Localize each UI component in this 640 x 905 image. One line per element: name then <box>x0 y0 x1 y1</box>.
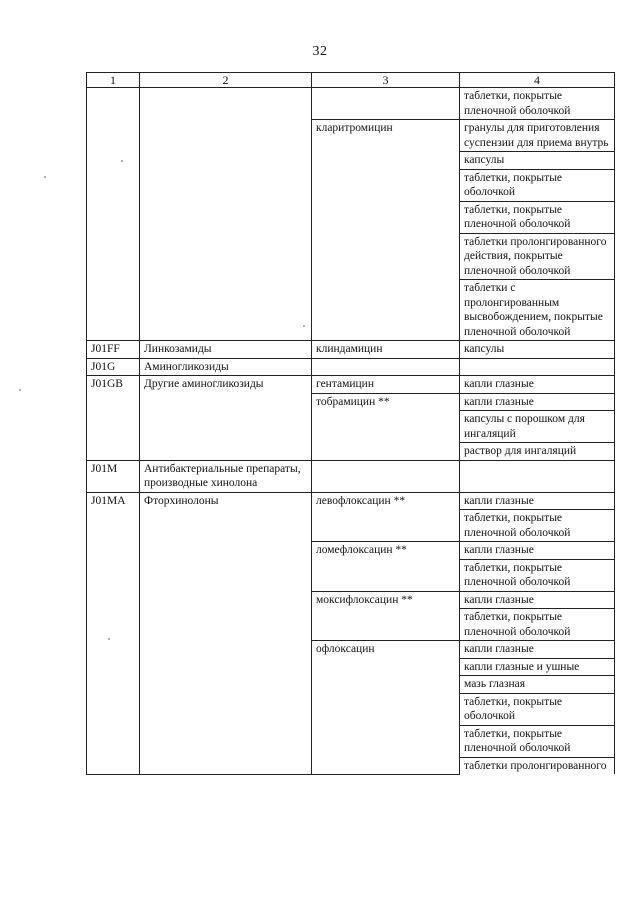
table-row <box>87 376 615 394</box>
form-cell: таблетки пролонгированного действия, покрытые пленочной оболочкой <box>460 233 615 280</box>
code-cell: J01M <box>87 460 140 492</box>
form-cell: капли глазные <box>460 591 615 609</box>
group-cell: Линкозамиды <box>140 341 312 359</box>
form-cell: капсулы <box>460 152 615 170</box>
drug-cell: ломефлоксацин ** <box>312 542 460 592</box>
header-col-4: 4 <box>460 73 615 88</box>
group-cell: Антибактериальные препараты, производные хинолона <box>140 460 312 492</box>
form-cell: таблетки, покрытые оболочкой <box>460 693 615 725</box>
form-cell: таблетки, покрытые пленочной оболочкой <box>460 510 615 542</box>
drug-cell: тобрамицин ** <box>312 393 460 460</box>
form-cell: таблетки, покрытые пленочной оболочкой <box>460 725 615 757</box>
form-cell: капли глазные <box>460 393 615 411</box>
header-col-1: 1 <box>87 73 140 88</box>
table-row <box>87 341 615 359</box>
scan-speck <box>19 389 21 391</box>
form-cell: капли глазные <box>460 492 615 510</box>
drug-cell: моксифлоксацин ** <box>312 591 460 641</box>
form-cell: капли глазные <box>460 641 615 659</box>
code-cell: J01FF <box>87 341 140 359</box>
form-cell: капсулы <box>460 341 615 359</box>
form-cell: мазь глазная <box>460 676 615 694</box>
group-cell: Аминогликозиды <box>140 358 312 376</box>
table-row <box>87 88 615 120</box>
drug-cell: левофлоксацин ** <box>312 492 460 542</box>
form-cell: раствор для ингаляций <box>460 443 615 461</box>
form-cell: таблетки с пролонгированным высвобождением, покрытые пленочной оболочкой <box>460 280 615 341</box>
drug-cell: клиндамицин <box>312 341 460 359</box>
form-cell: таблетки, покрытые пленочной оболочкой <box>460 88 615 120</box>
form-cell: таблетки, покрытые оболочкой <box>460 169 615 201</box>
drug-table <box>86 72 615 775</box>
code-cell: J01G <box>87 358 140 376</box>
form-cell: таблетки пролонгированного <box>460 757 615 774</box>
form-cell: таблетки, покрытые пленочной оболочкой <box>460 201 615 233</box>
header-row <box>87 73 615 88</box>
form-cell: капсулы с порошком для ингаляций <box>460 411 615 443</box>
form-cell: капли глазные <box>460 376 615 394</box>
drug-cell: кларитромицин <box>312 120 460 341</box>
page-number: 32 <box>312 44 328 59</box>
form-cell <box>460 460 615 492</box>
scan-speck <box>108 638 110 640</box>
group-cell: Фторхинолоны <box>140 492 312 774</box>
form-cell: капли глазные и ушные <box>460 658 615 676</box>
table-row <box>87 460 615 492</box>
drug-cell <box>312 358 460 376</box>
form-cell <box>460 358 615 376</box>
table-row <box>87 492 615 510</box>
form-cell: таблетки, покрытые пленочной оболочкой <box>460 609 615 641</box>
group-cell: Другие аминогликозиды <box>140 376 312 461</box>
drug-cell <box>312 460 460 492</box>
table-row <box>87 358 615 376</box>
code-cell: J01MA <box>87 492 140 774</box>
form-cell: гранулы для приготовления суспензии для приема внутрь <box>460 120 615 152</box>
form-cell: капли глазные <box>460 542 615 560</box>
scan-speck <box>44 176 46 178</box>
drug-cell <box>312 88 460 120</box>
drug-cell: гентамицин <box>312 376 460 394</box>
scan-speck <box>121 160 123 162</box>
header-col-3: 3 <box>312 73 460 88</box>
code-cell <box>87 88 140 341</box>
group-cell <box>140 88 312 341</box>
scan-speck <box>303 325 305 327</box>
drug-cell: офлоксацин <box>312 641 460 775</box>
form-cell: таблетки, покрытые пленочной оболочкой <box>460 559 615 591</box>
header-col-2: 2 <box>140 73 312 88</box>
code-cell: J01GB <box>87 376 140 461</box>
